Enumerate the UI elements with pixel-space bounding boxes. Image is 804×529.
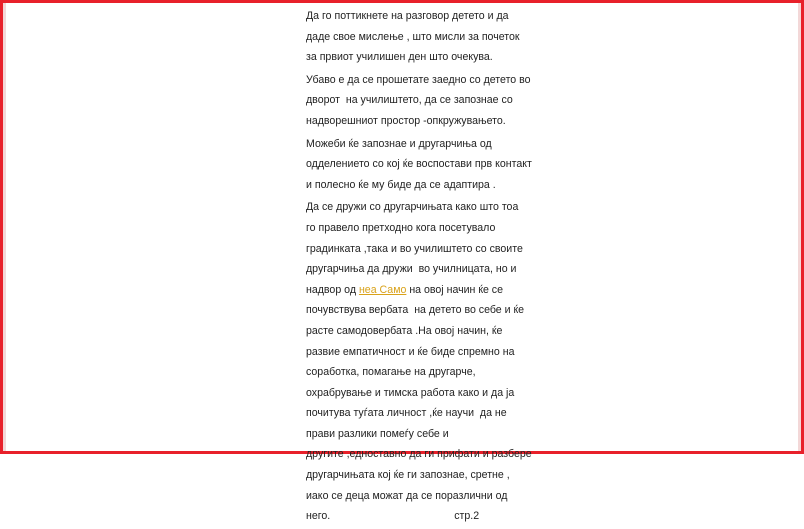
text-line: Да го поттикнете на разговор детето и да bbox=[306, 10, 509, 22]
text-line: Убаво е да се прошетате заедно со детето во bbox=[306, 73, 531, 86]
text-line: соработка, помагање на другарче, bbox=[306, 366, 476, 379]
text-line: одделението со кој ќе воспостави прв контакт bbox=[306, 158, 532, 171]
text-line: расте самодовербата .На овој начин, ќе bbox=[306, 324, 503, 337]
document-body bbox=[306, 6, 532, 529]
link-suffix-text: на овој начин ќе се bbox=[406, 283, 503, 296]
text-line: го правело претходно кога посетувало bbox=[306, 221, 496, 234]
text-line: охрабрување и тимска работа како и да ја bbox=[306, 386, 515, 399]
last-line bbox=[306, 506, 526, 527]
text-line: и полесно ќе му биде да се адаптира . bbox=[306, 178, 496, 191]
text-line: почувствува вербата на детето во себе и ќе bbox=[306, 304, 525, 317]
text-line: надворешниот простор -опкружувањето. bbox=[306, 114, 506, 127]
right-margin-band bbox=[798, 3, 801, 451]
text-line: другарчињата кој ќе ги запознае, сретне , bbox=[306, 469, 510, 482]
text-line: прави разлики помеѓу себе и bbox=[306, 427, 449, 440]
text-line: другите ,едноставно да ги прифати и разбере bbox=[306, 448, 532, 461]
text-line: Можеби ќе запознае и другарчиња од bbox=[306, 137, 492, 150]
paragraph-1 bbox=[306, 6, 526, 68]
text-line: почитува туѓата личност ,ќе научи да не bbox=[306, 407, 507, 420]
text-line-end: него. bbox=[306, 510, 331, 523]
text-line: другарчиња да дружи во училницата, но и bbox=[306, 263, 517, 276]
paragraph-3 bbox=[306, 134, 532, 196]
text-line: развие емпатичност и ќе биде спремно на bbox=[306, 345, 515, 358]
text-line: градинката ,така и во училиштето со своите bbox=[306, 242, 523, 255]
paragraph-2 bbox=[306, 70, 531, 132]
page-number: стр.2 bbox=[454, 510, 480, 523]
text-line-with-link bbox=[306, 280, 526, 301]
text-line: даде свое мислење , што мисли за почеток bbox=[306, 30, 520, 43]
text-line: за првиот училишен ден што очекува. bbox=[306, 51, 493, 64]
text-line: дворот на училиштето, да се запознае со bbox=[306, 94, 513, 107]
hyperlink[interactable]: нea Само bbox=[358, 283, 407, 296]
link-prefix-text: надвор од bbox=[306, 283, 359, 296]
left-margin-band bbox=[3, 3, 6, 451]
text-line: иако се деца можат да се поразлични од bbox=[306, 489, 508, 502]
paragraph-4 bbox=[306, 197, 532, 527]
text-line: Да се дружи со другарчињата како што тоа bbox=[306, 201, 519, 214]
